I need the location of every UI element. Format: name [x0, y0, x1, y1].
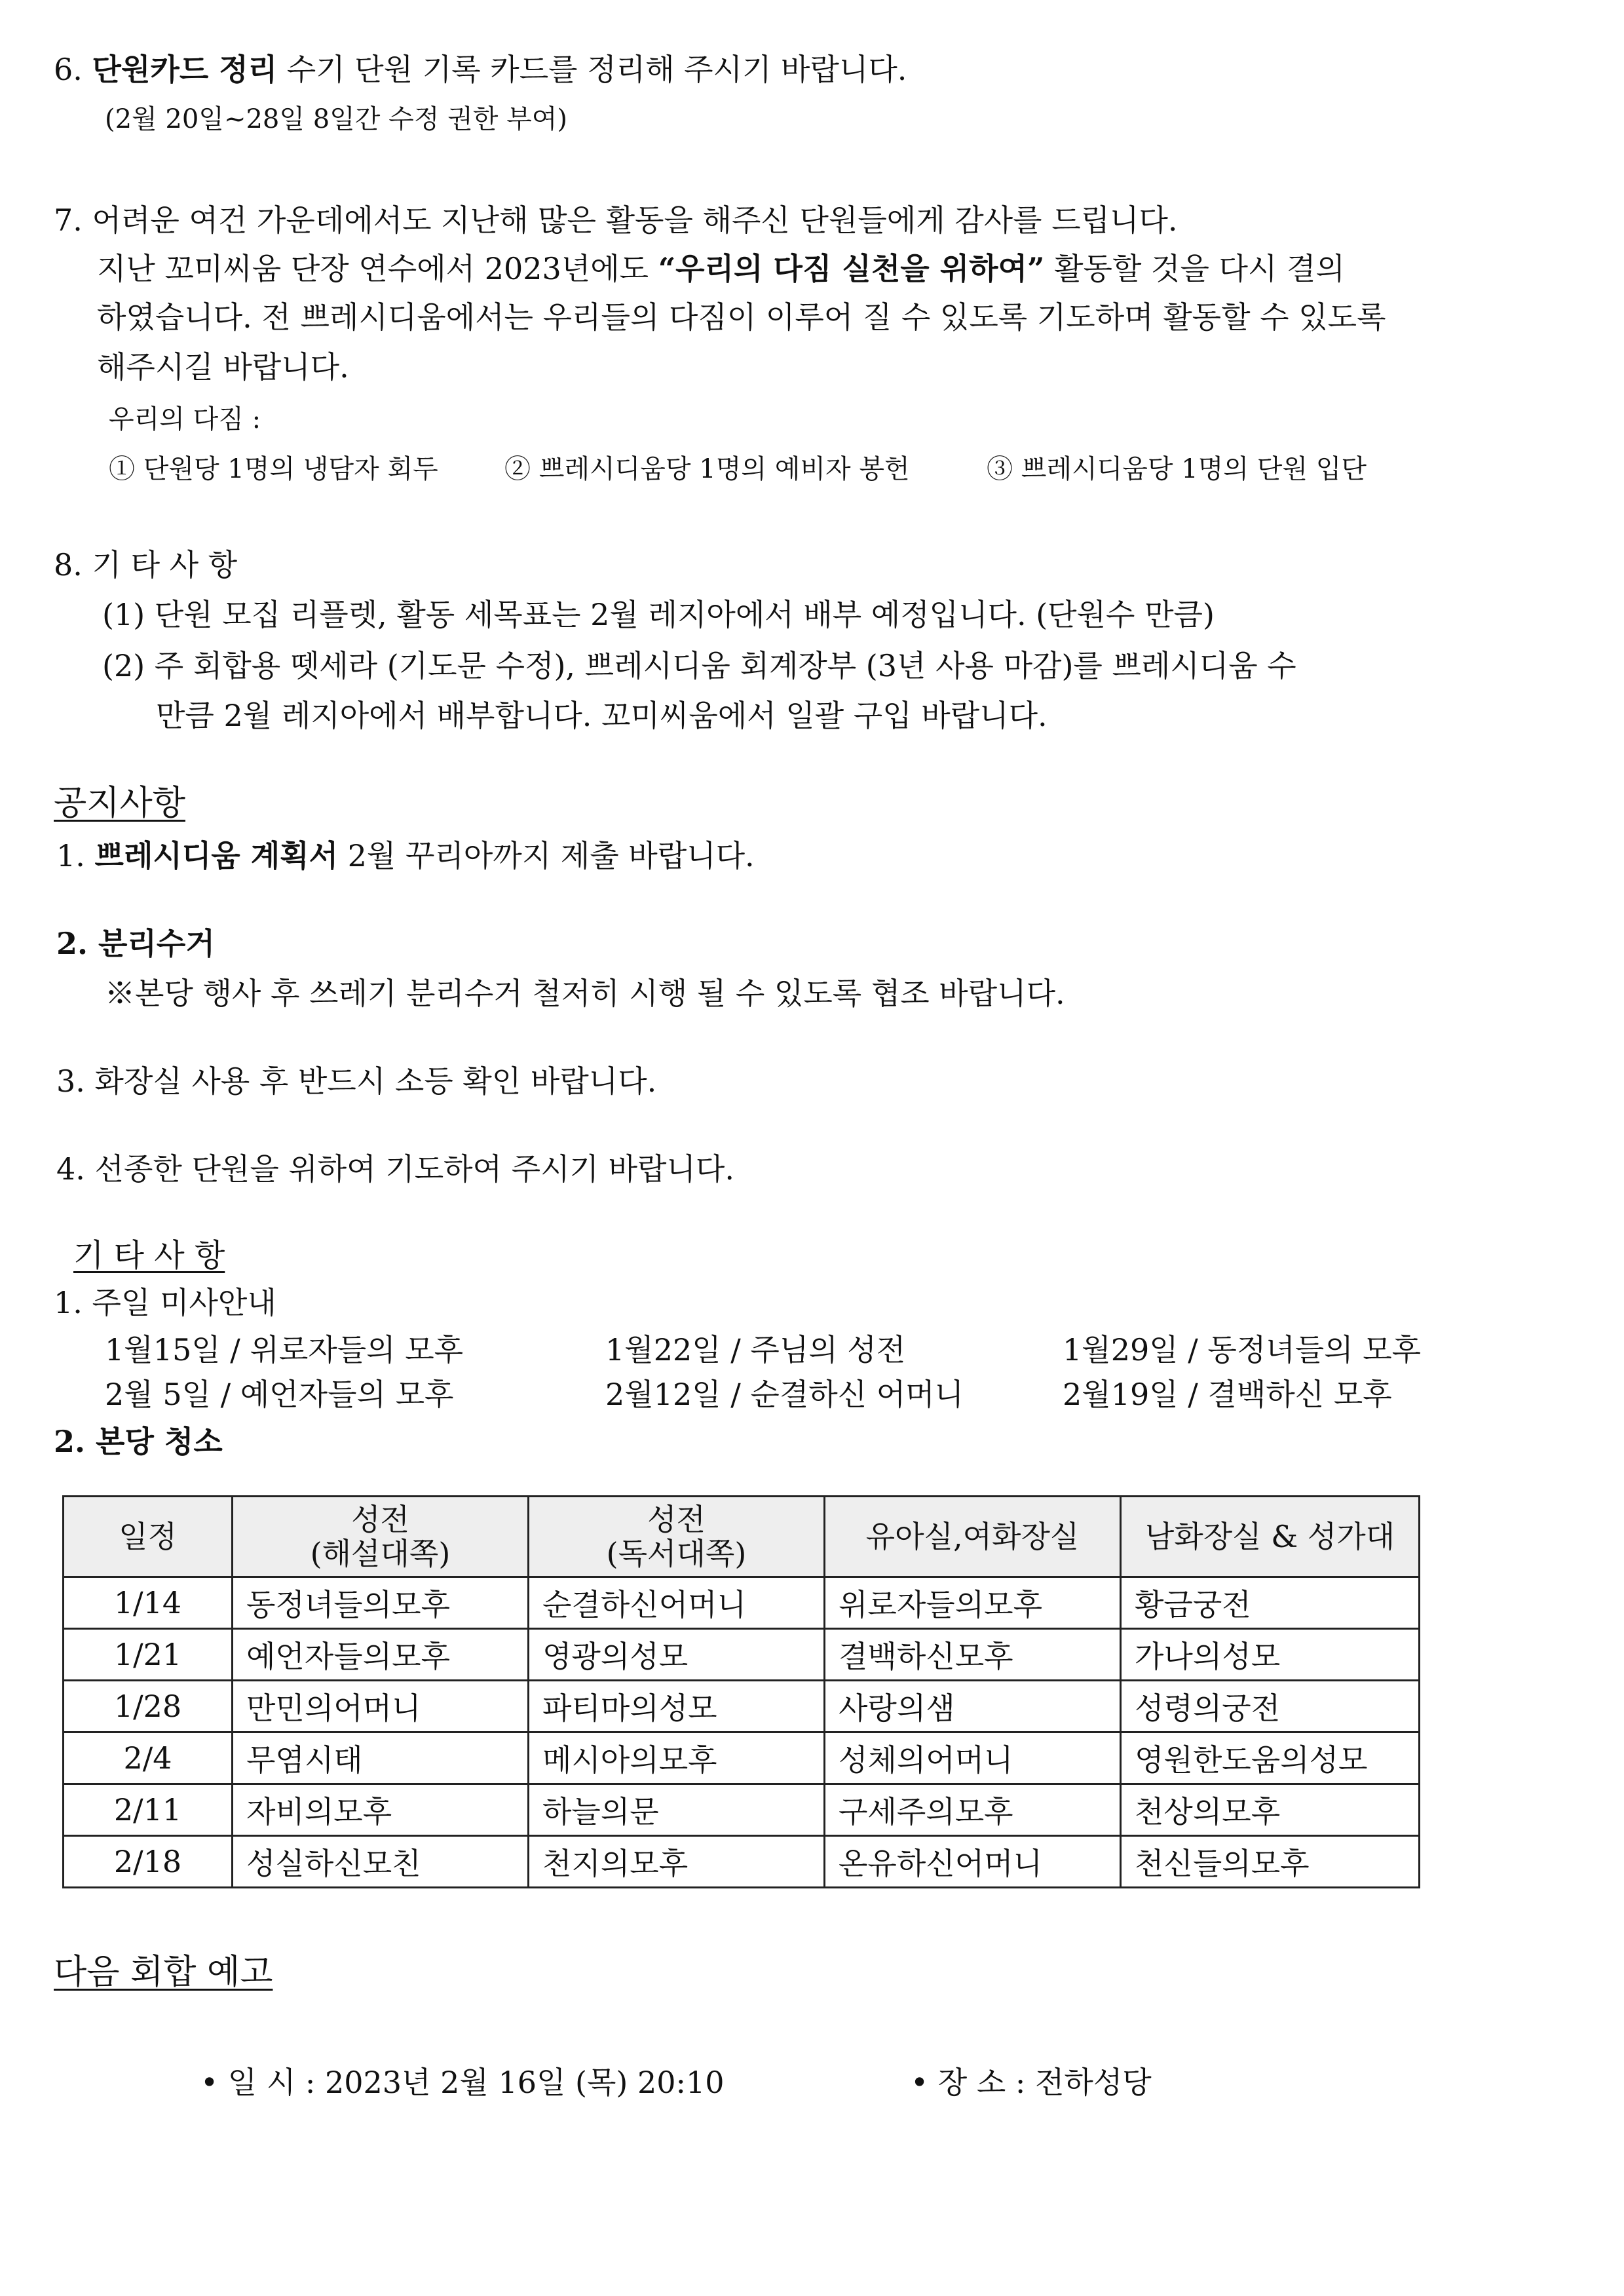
table-cell: 천상의모후: [1121, 1784, 1420, 1836]
table-cell: 자비의모후: [233, 1784, 529, 1836]
table-cell: 천지의모후: [529, 1836, 825, 1888]
item8-p1: (1) 단원 모집 리플렛, 활동 세목표는 2월 레지아에서 배부 예정입니다. (단원수 만큼): [102, 597, 1215, 632]
table-row: [64, 1629, 1420, 1681]
table-cell: 영광의성모: [529, 1629, 825, 1681]
mass-item: 2월 5일 / 예언자들의 모후: [105, 1377, 454, 1412]
column-header: 성전 (해설대쪽): [233, 1497, 529, 1577]
table-row: [64, 1681, 1420, 1732]
table-cell: 1/21: [64, 1629, 233, 1681]
item7-line1: 7. 어려운 여건 가운데에서도 지난해 많은 활동을 해주신 단원들에게 감사를 드립니다.: [54, 202, 1178, 238]
item6-sub: (2월 20일~28일 8일간 수정 권한 부여): [105, 104, 568, 134]
mass-item: 1월22일 / 주님의 성전: [605, 1332, 906, 1368]
table-cell: 황금궁전: [1121, 1577, 1420, 1629]
table-cell: 2/4: [64, 1732, 233, 1784]
table-row: [64, 1784, 1420, 1836]
mass-title: 1. 주일 미사안내: [54, 1285, 276, 1320]
table-row: [64, 1577, 1420, 1629]
table-cell: 온유하신어머니: [825, 1836, 1121, 1888]
notice-item-1: 1. 쁘레시디움 계획서 2월 꾸리아까지 제출 바랍니다.: [56, 838, 755, 873]
table-cell: 메시아의모후: [529, 1732, 825, 1784]
table-cell: 1/28: [64, 1681, 233, 1732]
table-cell: 구세주의모후: [825, 1784, 1121, 1836]
table-cell: 2/11: [64, 1784, 233, 1836]
item7-line4: 해주시길 바랍니다.: [97, 349, 349, 385]
table-cell: 파티마의성모: [529, 1681, 825, 1732]
next-meeting-place: • 장 소 : 전하성당: [911, 2065, 1152, 2100]
table-cell: 2/18: [64, 1836, 233, 1888]
column-header: 유아실,여화장실: [825, 1497, 1121, 1577]
notice-item-3: 3. 화장실 사용 후 반드시 소등 확인 바랍니다.: [56, 1063, 657, 1099]
item7-pledge-3: ③ 쁘레시디움당 1명의 단원 입단: [987, 454, 1367, 484]
table-cell: 영원한도움의성모: [1121, 1732, 1420, 1784]
table-cell: 위로자들의모후: [825, 1577, 1121, 1629]
column-header: 남화장실 & 성가대: [1121, 1497, 1420, 1577]
cleaning-title: 2. 본당 청소: [54, 1424, 223, 1459]
table-cell: 무염시태: [233, 1732, 529, 1784]
table-cell: 1/14: [64, 1577, 233, 1629]
item7-pledge-title: “우리의 다짐 실천을 위하여”: [658, 251, 1045, 286]
table-row: [64, 1732, 1420, 1784]
item7-line2: 지난 꼬미씨움 단장 연수에서 2023년에도 “우리의 다짐 실천을 위하여” 활동할 것을 다시 결의: [97, 251, 1345, 286]
table-cell: 하늘의문: [529, 1784, 825, 1836]
item6-text: 수기 단원 기록 카드를 정리해 주시기 바랍니다.: [286, 52, 907, 87]
table-cell: 성령의궁전: [1121, 1681, 1420, 1732]
notice-heading: 공지사항: [54, 784, 185, 823]
item8-p2a: (2) 주 회합용 뗏세라 (기도문 수정), 쁘레시디움 회계장부 (3년 사용 마감)를 쁘레시디움 수: [102, 648, 1296, 683]
item7-pledge-1: ① 단원당 1명의 냉담자 회두: [109, 454, 438, 484]
item7-pledge-2: ② 쁘레시디움당 1명의 예비자 봉헌: [504, 454, 910, 484]
notice-item-1-bold: 쁘레시디움 계획서: [94, 838, 339, 873]
cleaning-table: [62, 1495, 1420, 1888]
table-cell: 결백하신모후: [825, 1629, 1121, 1681]
table-cell: 성실하신모친: [233, 1836, 529, 1888]
next-meeting-date: • 일 시 : 2023년 2월 16일 (목) 20:10: [200, 2065, 725, 2100]
notice-item-4: 4. 선종한 단원을 위하여 기도하여 주시기 바랍니다.: [56, 1151, 734, 1187]
table-cell: 동정녀들의모후: [233, 1577, 529, 1629]
table-cell: 가나의성모: [1121, 1629, 1420, 1681]
table-cell: 만민의어머니: [233, 1681, 529, 1732]
table-cell: 천신들의모후: [1121, 1836, 1420, 1888]
column-header: 일정: [64, 1497, 233, 1577]
table-header-row: [64, 1497, 1420, 1577]
etc-heading: 기 타 사 항: [73, 1237, 225, 1274]
mass-item: 2월12일 / 순결하신 어머니: [605, 1377, 964, 1412]
table-cell: 순결하신어머니: [529, 1577, 825, 1629]
item7-pledge-label: 우리의 다짐 :: [109, 404, 261, 434]
item8-title: 8. 기 타 사 항: [54, 547, 238, 583]
item8-p2b: 만큼 2월 레지아에서 배부합니다. 꼬미씨움에서 일괄 구입 바랍니다.: [156, 698, 1048, 733]
mass-item: 1월15일 / 위로자들의 모후: [105, 1332, 464, 1368]
table-row: [64, 1836, 1420, 1888]
notice-item-2-title: 2. 분리수거: [56, 926, 215, 961]
mass-item: 2월19일 / 결백하신 모후: [1063, 1377, 1392, 1412]
table-cell: 예언자들의모후: [233, 1629, 529, 1681]
next-meeting-heading: 다음 회합 예고: [54, 1953, 273, 1992]
item6-title: 단원카드 정리: [92, 52, 278, 87]
table-cell: 사랑의샘: [825, 1681, 1121, 1732]
table-cell: 성체의어머니: [825, 1732, 1121, 1784]
item6-line: [54, 50, 907, 89]
mass-item: 1월29일 / 동정녀들의 모후: [1063, 1332, 1422, 1368]
item6-number: 6.: [54, 52, 83, 87]
item7-line3: 하였습니다. 전 쁘레시디움에서는 우리들의 다짐이 이루어 질 수 있도록 기도하며 활동할 수 있도록: [97, 299, 1386, 335]
column-header: 성전 (독서대쪽): [529, 1497, 825, 1577]
notice-item-2-text: ※본당 행사 후 쓰레기 분리수거 철저히 시행 될 수 있도록 협조 바랍니다.: [105, 976, 1065, 1011]
